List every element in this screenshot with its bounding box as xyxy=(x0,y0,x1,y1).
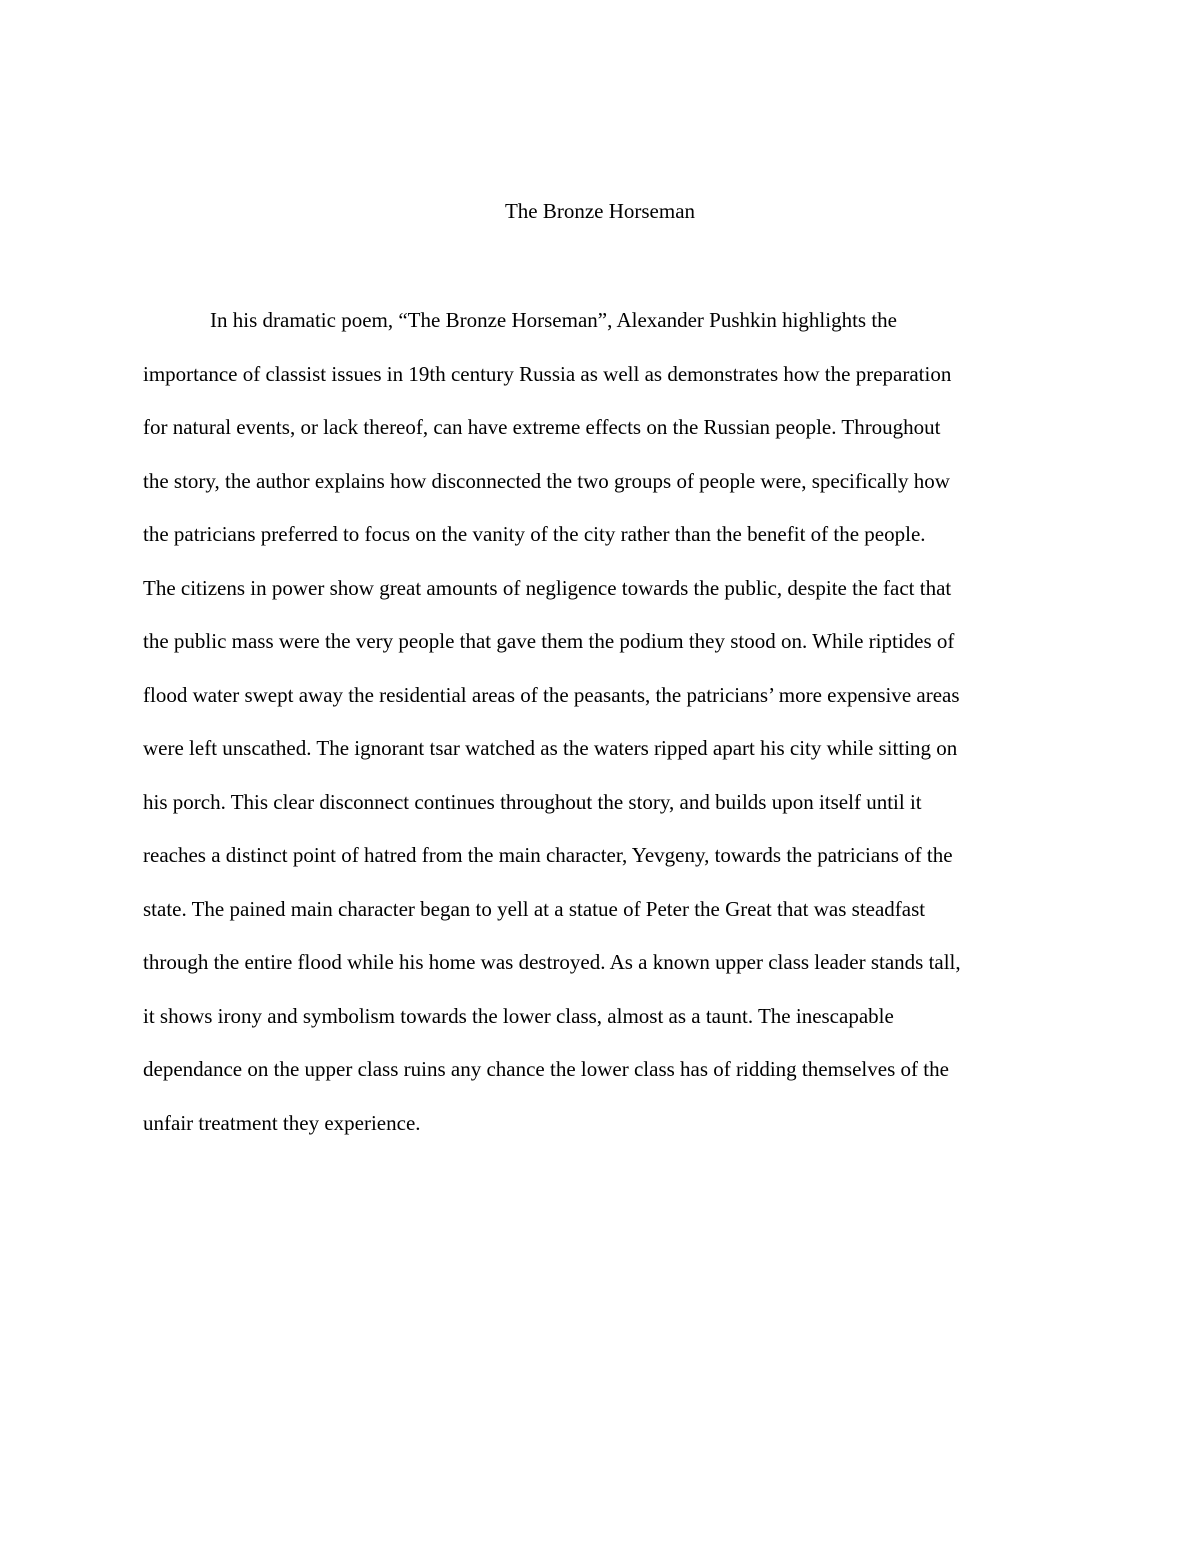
paragraph-line: were left unscathed. The ignorant tsar watched as the waters ripped apart his city while sitting on xyxy=(143,736,958,760)
paragraph-line: importance of classist issues in 19th century Russia as well as demonstrates how the preparation xyxy=(143,361,952,386)
paragraph-line: the patricians preferred to focus on the vanity of the city rather than the benefit of the people. xyxy=(143,522,926,546)
paragraph-line: state. The pained main character began to yell at a statue of Peter the Great that was steadfast xyxy=(143,896,926,921)
paragraph-line: it shows irony and symbolism towards the lower class, almost as a taunt. The inescapable xyxy=(143,1003,894,1028)
paragraph-line: for natural events, or lack thereof, can have extreme effects on the Russian people. Throughout xyxy=(143,415,941,439)
paragraph-line: his porch. This clear disconnect continues throughout the story, and builds upon itself until it xyxy=(143,789,922,814)
paragraph-line: In his dramatic poem, “The Bronze Horseman”, Alexander Pushkin highlights the xyxy=(210,308,898,332)
paragraph-line: reaches a distinct point of hatred from the main character, Yevgeny, towards the patricians of the xyxy=(143,843,953,867)
paragraph-line: dependance on the upper class ruins any chance the lower class has of ridding themselves of the xyxy=(143,1057,949,1081)
paragraph-line: the public mass were the very people that gave them the podium they stood on. While riptides of xyxy=(143,629,955,653)
essay-paragraph xyxy=(143,301,1073,1157)
paragraph-line: through the entire flood while his home was destroyed. As a known upper class leader stands tall, xyxy=(143,950,961,974)
paragraph-line: flood water swept away the residential areas of the peasants, the patricians’ more expensive areas xyxy=(143,682,960,707)
paragraph-line: the story, the author explains how disconnected the two groups of people were, specifically how xyxy=(143,468,950,493)
document-title: The Bronze Horseman xyxy=(504,199,696,223)
paragraph-line: unfair treatment they experience. xyxy=(143,1110,421,1135)
paragraph-line: The citizens in power show great amounts of negligence towards the public, despite the fact that xyxy=(143,575,952,600)
